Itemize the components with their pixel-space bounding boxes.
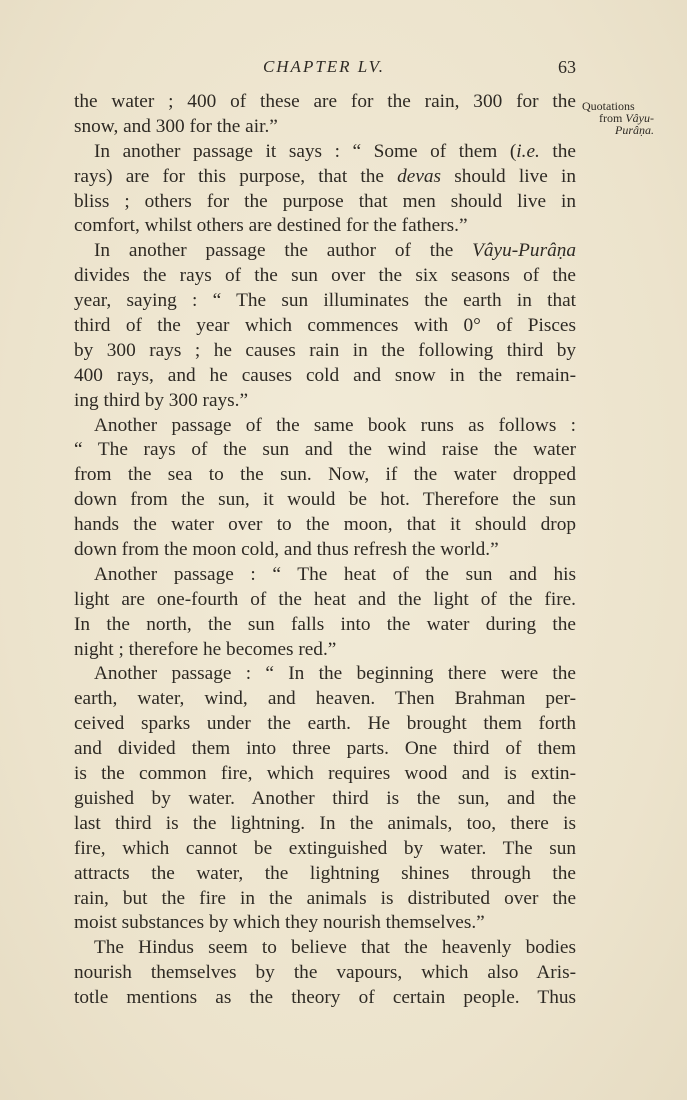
text-line: third of the year which commences with 0° of Pisces bbox=[74, 315, 576, 337]
text-line: ceived sparks under the earth. He brought them forth bbox=[74, 713, 576, 735]
margin-note bbox=[582, 100, 682, 136]
text-line: totle mentions as the theory of certain people. Thus bbox=[74, 987, 576, 1009]
text-line: fire, which cannot be extinguished by water. The sun bbox=[74, 837, 576, 859]
text-line: from the sea to the sun. Now, if the water dropped bbox=[74, 464, 576, 486]
text-line: nourish themselves by the vapours, which also Aris- bbox=[74, 962, 576, 984]
text-line: hands the water over to the moon, that it should drop bbox=[74, 514, 576, 536]
text-line: snow, and 300 for the air.” bbox=[74, 115, 278, 137]
text-line: last third is the lightning. In the animals, too, there is bbox=[74, 812, 576, 834]
text-line: the water ; 400 of these are for the rain, 300 for the bbox=[74, 91, 576, 112]
page-header bbox=[72, 57, 576, 81]
text-line: Another passage of the same book runs as follows : bbox=[94, 414, 576, 436]
running-head: CHAPTER LV. bbox=[262, 57, 386, 76]
text-line: ing third by 300 rays.” bbox=[74, 389, 249, 411]
text-line: down from the sun, it would be hot. Therefore the sun bbox=[74, 489, 576, 511]
text-line: In the north, the sun falls into the water during the bbox=[74, 613, 576, 635]
text-line: is the common fire, which requires wood and is extin- bbox=[74, 763, 576, 785]
text-line: down from the moon cold, and thus refresh the world.” bbox=[74, 539, 499, 561]
text-line: Another passage : “ The heat of the sun and his bbox=[94, 563, 576, 585]
body-text bbox=[74, 90, 576, 1011]
text-line: attracts the water, the lightning shines through the bbox=[74, 862, 576, 884]
text-line: year, saying : “ The sun illuminates the earth in that bbox=[74, 290, 576, 312]
text-line: night ; therefore he becomes red.” bbox=[74, 638, 337, 660]
text-line: earth, water, wind, and heaven. Then Brahman per- bbox=[74, 688, 576, 710]
margin-note-line: Quotations bbox=[582, 99, 635, 113]
text-line: guished by water. Another third is the sun, and the bbox=[74, 787, 576, 809]
text-line: The Hindus seem to believe that the heavenly bodies bbox=[94, 937, 576, 959]
text-line: In another passage the author of the Vâyu-Purâṇa bbox=[94, 240, 576, 262]
text-line: divides the rays of the sun over the six seasons of the bbox=[74, 265, 576, 287]
text-line: moist substances by which they nourish themselves.” bbox=[74, 912, 485, 934]
margin-note-word: Vâyu- bbox=[625, 111, 654, 125]
text-line: bliss ; others for the purpose that men should live in bbox=[74, 190, 576, 212]
text-line: 400 rays, and he causes cold and snow in the remain- bbox=[74, 364, 576, 386]
text-line: light are one-fourth of the heat and the light of the fire. bbox=[74, 588, 576, 610]
margin-note-word: from bbox=[599, 111, 626, 125]
text-line: “ The rays of the sun and the wind raise the water bbox=[74, 439, 576, 461]
text-line: rays) are for this purpose, that the devas should live in bbox=[74, 165, 576, 187]
text-line: comfort, whilst others are destined for the fathers.” bbox=[74, 215, 468, 237]
text-line: by 300 rays ; he causes rain in the following third by bbox=[74, 339, 576, 361]
text-line: In another passage it says : “ Some of them (i.e. the bbox=[94, 140, 576, 162]
page-number: 63 bbox=[558, 57, 576, 77]
margin-note-line: Purâṇa. bbox=[615, 123, 654, 137]
text-line: rain, but the fire in the animals is distributed over the bbox=[74, 887, 576, 909]
text-line: Another passage : “ In the beginning there were the bbox=[94, 663, 576, 685]
text-line: and divided them into three parts. One third of them bbox=[74, 738, 576, 760]
